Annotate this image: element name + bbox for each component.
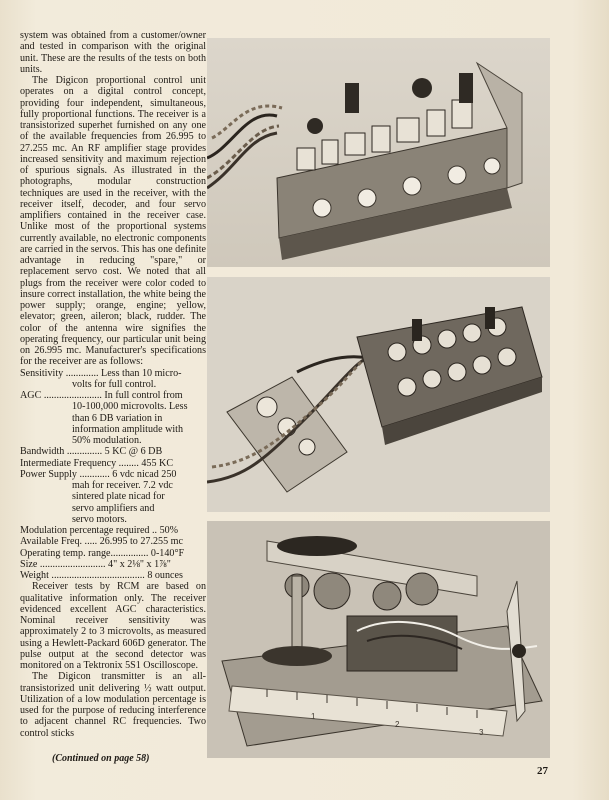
- ruler-label: 2: [395, 720, 400, 729]
- spec-frequency: Available Freq. ..... 26.995 to 27.255 mc: [20, 536, 183, 548]
- spec-size: Size .......................... 4" x 2⅛" x 1⅞": [20, 558, 171, 570]
- spec-agc-cont: than 6 DB variation in: [72, 412, 163, 424]
- paragraph-intro: system was obtained from a customer/owner and tested in comparison with the original unit. These are the results of the tests on both units.: [20, 30, 206, 75]
- spec-agc: AGC ....................... In full control from: [20, 390, 183, 401]
- spec-modulation: Modulation percentage required .. 50%: [20, 525, 179, 536]
- spec-power: Power Supply ............ 6 vdc nicad 250: [20, 468, 177, 480]
- continued-note: (Continued on page 58): [52, 753, 150, 764]
- ruler-label: 3: [479, 728, 484, 737]
- spec-agc-cont: 50% modulation.: [72, 435, 142, 446]
- spec-power-cont: mah for receiver. 7.2 vdc: [72, 480, 173, 491]
- spec-power-cont: servo motors.: [72, 513, 127, 525]
- spec-list-2: [20, 525, 206, 581]
- spec-bandwidth: Bandwidth .............. 5 KC @ 6 DB: [20, 446, 163, 458]
- article-column: [20, 30, 206, 739]
- spec-list: [20, 368, 206, 526]
- spec-agc-cont: 10-100,000 microvolts. Less: [72, 401, 188, 413]
- spec-temp: Operating temp. range............... 0-140°F: [20, 547, 185, 559]
- spec-power-cont: servo amplifiers and: [72, 502, 155, 514]
- ruler-label: 1: [311, 712, 316, 721]
- servo-mechanism-photo: [207, 521, 550, 758]
- spec-sensitivity-cont: volts for full control.: [72, 378, 157, 390]
- page-number: 27: [537, 765, 548, 777]
- spec-power-cont: sintered plate nicad for: [72, 491, 165, 503]
- receiver-modules-photo: [207, 277, 550, 512]
- spec-if: Intermediate Frequency ........ 455 KC: [20, 457, 174, 469]
- paragraph-transmitter: The Digicon transmitter is an all-transistorized unit delivering ½ watt output. Utilization of a low modulation percentage is used for the purpose of reducing interference to adjacent channel RC frequencies. Two control sticks: [20, 671, 206, 739]
- spec-agc-cont: information amplitude with: [72, 423, 184, 435]
- paragraph-digicon: The Digicon proportional control unit operates on a digital control concept, providing four independent, simultaneous, fully proportional functions. The receiver is a transistorized superhet furnished on any one of the available frequencies from 26.995 to 27.255 mc. An RF amplifier stage provides increased sensitivity and maximum rejection of spurious signals. As illustrated in the photographs, modular construction techniques are used in the receiver, with the receiver itself, decoder, and four servo amplifiers contained in the receiver case. Unlike most of the proportional systems currently available, no electronic components are carried in the servos. This has one definite advantage in reducing "spare," or replacement servo cost. We noted that all plugs from the receiver were color coded to insure correct installation, the white being the power supply; orange, engine; yellow, elevator; green, aileron; black, rudder. The color of the antenna wire signifies the operating frequency, our particular unit being on 26.995 mc. Manufacturer's specifications for the receiver are as follows:: [20, 75, 206, 368]
- paragraph-receiver-tests: Receiver tests by RCM are based on qualitative information only. The receiver evidenced excellent AGC characteristics. Nominal receiver sensitivity was approximately 2 to 3 microvolts, as measured using a Hewlett-Packard 606D generator. The pulse output at the second detector was monitored on a Tektronix 5S1 Oscilloscope.: [20, 581, 206, 671]
- spec-weight: Weight ..................................... 8 ounces: [20, 570, 183, 581]
- receiver-case-photo: [207, 38, 550, 267]
- spec-sensitivity: Sensitivity ............. Less than 10 micro-: [20, 367, 182, 379]
